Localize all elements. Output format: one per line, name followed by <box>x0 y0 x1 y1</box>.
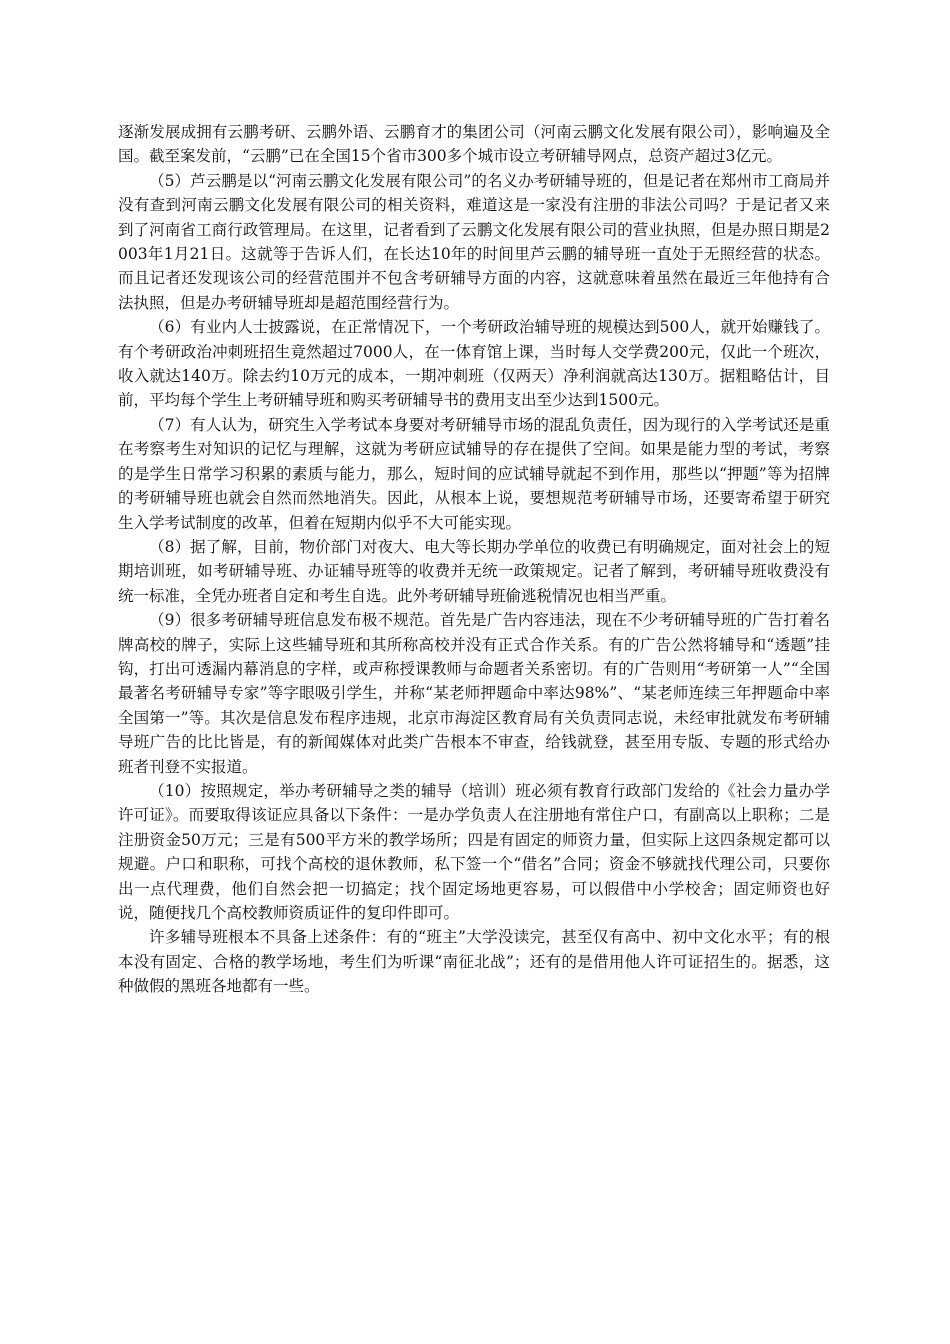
paragraph-7: （7）有人认为，研究生入学考试本身要对考研辅导市场的混乱负责任，因为现行的入学考试还是重在考察考生对知识的记忆与理解，这就为考研应试辅导的存在提供了空间。如果是能力型的考试，考察的是学生日常学习积累的素质与能力，那么，短时间的应试辅导就起不到作用，那些以“押题”等为招牌的考研辅导班也就会自然而然地消失。因此，从根本上说，要想规范考研辅导市场，还要寄希望于研究生入学考试制度的改革，但着在短期内似乎不大可能实现。 <box>118 415 830 532</box>
paragraph-6: （6）有业内人士披露说，在正常情况下，一个考研政治辅导班的规模达到500人，就开始赚钱了。有个考研政治冲刺班招生竟然超过7000人，在一体育馆上课，当时每人交学费200元，仅此一个班次，收入就达140万。除去约10万元的成本，一期冲刺班（仅两天）净利润就高达130万。据粗略估计，目前，平均每个学生上考研辅导班和购买考研辅导书的费用支出至少达到1500元。 <box>118 318 830 410</box>
document-body <box>118 120 830 999</box>
paragraph-conclusion: 许多辅导班根本不具备上述条件：有的“班主”大学没读完，甚至仅有高中、初中文化水平；有的根本没有固定、合格的教学场地，考生们为听课“南征北战”；还有的是借用他人许可证招生的。据悉，这种做假的黑班各地都有一些。 <box>118 928 830 996</box>
paragraph-10: （10）按照规定，举办考研辅导之类的辅导（培训）班必须有教育行政部门发给的《社会力量办学许可证》。而要取得该证应具备以下条件：一是办学负责人在注册地有常住户口，有副高以上职称；二是注册资金50万元；三是有500平方米的教学场所；四是有固定的师资力量，但实际上这四条规定都可以规避。户口和职称，可找个高校的退休教师，私下签一个“借名”合同；资金不够就找代理公司，只要你出一点代理费，他们自然会把一切搞定；找个固定场地更容易，可以假借中小学校舍；固定师资也好说，随便找几个高校教师资质证件的复印件即可。 <box>118 781 830 922</box>
paragraph-8: （8）据了解，目前，物价部门对夜大、电大等长期办学单位的收费已有明确规定，面对社会上的短期培训班，如考研辅导班、办证辅导班等的收费并无统一政策规定。记者了解到，考研辅导班收费没有统一标准，全凭办班者自定和考生自选。此外考研辅导班偷逃税情况也相当严重。 <box>118 537 830 605</box>
paragraph-continuation: 逐渐发展成拥有云鹏考研、云鹏外语、云鹏育才的集团公司（河南云鹏文化发展有限公司），影响遍及全国。截至案发前，“云鹏”已在全国15个省市300多个城市设立考研辅导网点，总资产超过3亿元。 <box>118 123 830 166</box>
paragraph-9: （9）很多考研辅导班信息发布极不规范。首先是广告内容违法，现在不少考研辅导班的广告打着名牌高校的牌子，实际上这些辅导班和其所称高校并没有正式合作关系。有的广告公然将辅导和“透题”挂钩，打出可透漏内幕消息的字样，或声称授课教师与命题者关系密切。有的广告则用“考研第一人”“全国最著名考研辅导专家”等字眼吸引学生，并称“某老师押题命中率达98%”、“某老师连续三年押题命中率全国第一”等。其次是信息发布程序违规，北京市海淀区教育局有关负责同志说，未经审批就发布考研辅导班广告的比比皆是，有的新闻媒体对此类广告根本不审查，给钱就登，甚至用专版、专题的形式给办班者刊登不实报道。 <box>118 611 830 776</box>
paragraph-5: （5）芦云鹏是以“河南云鹏文化发展有限公司”的名义办考研辅导班的，但是记者在郑州市工商局并没有查到河南云鹏文化发展有限公司的相关资料，难道这是一家没有注册的非法公司吗？于是记者又来到了河南省工商行政管理局。在这里，记者看到了云鹏文化发展有限公司的营业执照，但是办照日期是2003年1月21日。这就等于告诉人们，在长达10年的时间里芦云鹏的辅导班一直处于无照经营的状态。而且记者还发现该公司的经营范围并不包含考研辅导方面的内容，这就意味着虽然在最近三年他持有合法执照，但是办考研辅导班却是超范围经营行为。 <box>118 171 830 312</box>
